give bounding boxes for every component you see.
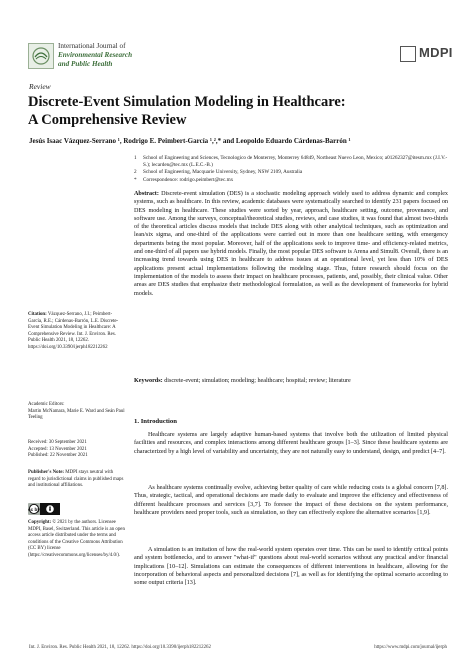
title-line-1: Discrete-Event Simulation Modeling in Healthcare: <box>28 94 346 110</box>
author-list: Jesús Isaac Vázquez-Serrano ¹, Rodrigo E. Peimbert-García ¹,²,* and Leopoldo Eduardo Cárdenas-Barrón ¹ <box>29 137 351 145</box>
affiliation-item: 2 School of Engineering, Macquarie University, Sydney, NSW 2109, Australia <box>134 169 303 176</box>
keywords <box>134 377 448 385</box>
cc-by-license-icon[interactable] <box>28 502 60 514</box>
affiliation-item: 1 School of Engineering and Sciences, Tecnologico de Monterrey, Monterrey 64849, Northeast Nuevo Leon, Mexico; a01262327@itesm.mx (J.I.V.-S.); lecarden@tec.mx (L.E.C.-B.) <box>134 155 448 169</box>
ijerph-logo-icon <box>28 43 54 69</box>
journal-line-1: International Journal of <box>58 42 126 50</box>
journal-name <box>58 42 238 69</box>
date-accepted: Accepted: 13 November 2021 <box>28 446 87 452</box>
mdpi-square-icon <box>400 46 416 62</box>
publisher-note-label: Publisher's Note: <box>28 470 64 475</box>
intro-paragraph-3: A simulation is an imitation of how the real-world system operates over time. This can be used to identify critical points and system bottlenecks, and to answer "what-if" questions about real-world scenarios without any practical and/or financial implications [10–12]. Simulations can estimate the consequences of different interventions in healthcare, allowing for the incorporation of behavioral aspects and personalized decisions [7], as well as for identifying the optimal scenario according to some output criteria [13]. <box>134 547 448 587</box>
academic-editors <box>28 402 126 422</box>
title-line-2: A Comprehensive Review <box>28 112 187 128</box>
copyright-notice <box>28 520 126 560</box>
abstract <box>134 190 448 298</box>
citation <box>28 312 126 352</box>
abstract-text: Discrete-event simulation (DES) is a stochastic modeling approach widely used to address dynamic and complex systems, such as healthcare. In this review, academic databases were systematically searched to identify 231 papers focused on DES modeling in healthcare. These studies were sorted by year, approach, healthcare setting, outcome, provenance, and software use. Among the surveys, conceptual/theoretical studies, reviews, and case studies, it was found that almost two-thirds of the theoretical articles discuss models that include DES along with other analytical techniques, such as optimization and lean/six sigma, and one-third of the applications were carried out in more than one healthcare setting, with emergency departments being the most popular. Moreover, half of the applications seek to improve time- and efficiency-related metrics, and one-third of all papers use hybrid models. Finally, the most popular DES software is Arena and Simul8. Overall, there is an increasing trend towards using DES in healthcare to address issues at an operational level, yet less than 10% of DES applications present actual implementations following the modeling stage. Thus, future research should focus on the implementation of the models to assess their impact on healthcare processes, patients, and, possibly, their clinical value. Other areas are DES studies that emphasize their methodological formulation, as well as the development of frameworks for hybrid models. <box>134 191 448 297</box>
article-dates <box>28 440 126 460</box>
copyright-text: © 2021 by the authors. Licensee MDPI, Basel, Switzerland. This article is an open access article distributed under the terms and conditions of the Creative Commons Attribution (CC BY) license (https://creativecommons.org/licenses/by/4.0/). <box>28 520 125 558</box>
article-title <box>28 93 448 129</box>
date-received: Received: 30 September 2021 <box>28 440 87 445</box>
date-published: Published: 22 November 2021 <box>28 453 88 459</box>
footer-citation: Int. J. Environ. Res. Public Health 2021, 18, 12262. https://doi.org/10.3390/ijerph182212262 <box>29 645 211 650</box>
publisher-note <box>28 470 126 490</box>
keywords-label: Keywords: <box>134 378 163 384</box>
publisher-note-text: MDPI stays neutral with regard to jurisdictional claims in published maps and institutional affiliations. <box>28 470 124 489</box>
citation-label: Citation: <box>28 312 47 317</box>
correspondence: * Correspondence: rodrigo.peimbert@tec.mx <box>134 176 234 183</box>
keywords-text: discrete-event; simulation; modeling; healthcare; hospital; review; literature <box>162 378 351 384</box>
page-footer <box>29 645 447 650</box>
journal-line-3: and Public Health <box>58 60 113 68</box>
editors-label: Academic Editors: <box>28 402 65 407</box>
publisher-name: MDPI <box>419 45 453 60</box>
mdpi-logo <box>400 44 453 66</box>
editors-names: Martin McNamara, Marie E. Ward and Seán Paul Teeling <box>28 408 125 421</box>
intro-paragraph-1: Healthcare systems are largely adaptive human-based systems that involve both the utilization of limited physical facilities and resources, and complex interactions among different healthcare groups [1–3]. Since these healthcare systems are characterized by a high level of variability and uncertainty, they are not naturally easy to understand, design, and predict [4–7]. <box>134 432 448 455</box>
abstract-label: Abstract: <box>134 191 159 197</box>
affiliations <box>134 155 448 184</box>
citation-text: Vázquez-Serrano, J.I.; Peimbert-García, R.E.; Cárdenas-Barrón, L.E. Discrete-Event Simulation Modeling in Healthcare: A Comprehensive Review. Int. J. Environ. Res. Public Health 2021, 18, 12262. https://doi.org/10.3390/ijerph182212262 <box>28 312 119 350</box>
cc-badge-text: cc by <box>28 506 40 512</box>
article-type: Review <box>29 82 51 91</box>
journal-line-2: Environmental Research <box>58 51 133 59</box>
section-heading: 1. Introduction <box>134 418 177 425</box>
copyright-label: Copyright: <box>28 520 52 525</box>
intro-paragraph-2: As healthcare systems continually evolve, achieving better quality of care while reducing costs is a global concern [7,8]. Thus, strategic, tactical, and operational decisions are made daily to evaluate and improve the efficiency and effectiveness of different healthcare processes and services [3,7]. To foresee the impact of these decisions on the system performance, healthcare providers need proper tools, such as simulation, so they can effectively explore the alternative scenarios [1,9]. <box>134 485 448 516</box>
footer-journal-link[interactable]: https://www.mdpi.com/journal/ijerph <box>374 645 447 650</box>
